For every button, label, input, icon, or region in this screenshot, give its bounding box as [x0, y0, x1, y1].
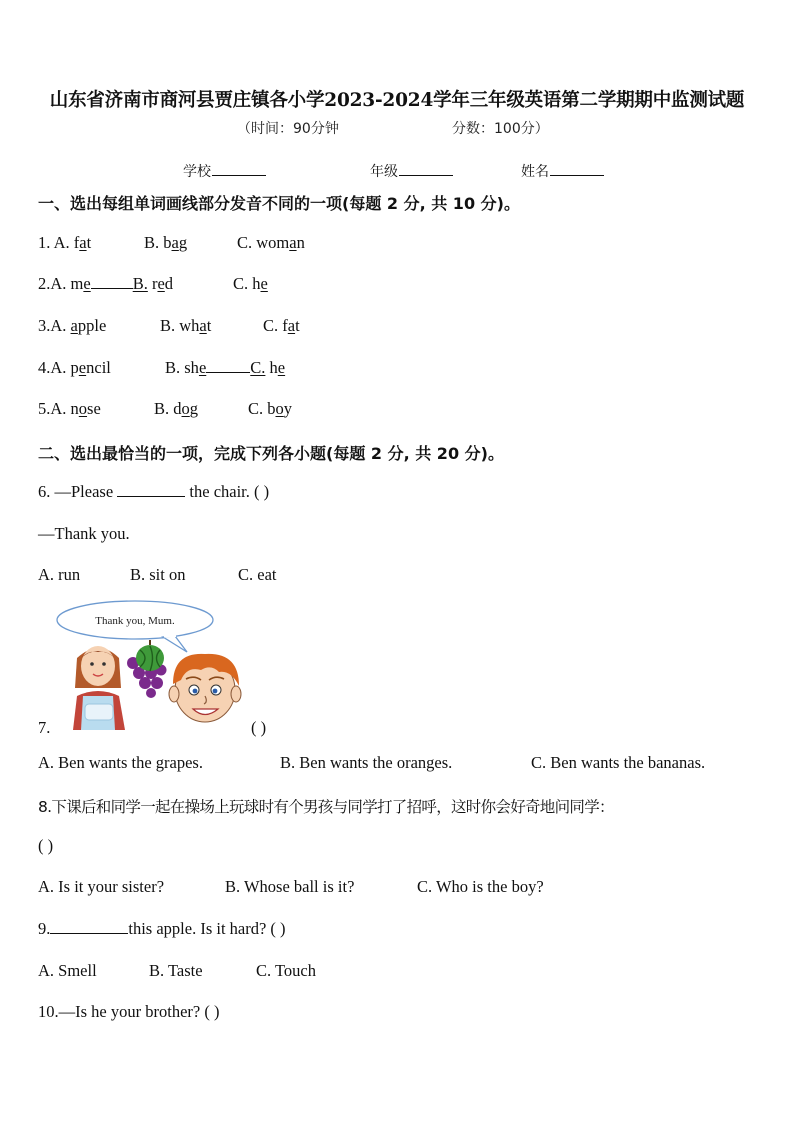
name-blank[interactable] [550, 161, 604, 176]
q6-option-c[interactable]: C. eat [238, 565, 277, 584]
grade-field [370, 161, 453, 181]
exam-time: （时间：90分钟 [237, 121, 339, 137]
q8-text: 8.下课后和同学一起在操场上玩球时有个男孩与同学打了招呼，这时你会好奇地问同学： [38, 798, 614, 816]
q2: 2.A. me B. red [38, 274, 174, 293]
q3: 3.A. apple [38, 316, 107, 335]
boy-figure [169, 654, 241, 722]
grade-blank[interactable] [399, 161, 453, 176]
q9: 9. this apple. Is it hard? ( ) [38, 919, 286, 938]
q8-option-c[interactable]: C. Who is the boy? [417, 877, 544, 896]
q8-option-a[interactable]: A. Is it your sister? [38, 877, 165, 896]
q8-option-b[interactable]: B. Whose ball is it? [225, 877, 355, 896]
q7-illustration [55, 600, 255, 730]
q8-answer-paren[interactable]: ( ) [38, 836, 54, 855]
q7-option-a[interactable]: A. Ben wants the grapes. [38, 753, 203, 772]
school-field [183, 161, 266, 181]
name-field [521, 161, 604, 181]
q5-option-b: B. dog [154, 399, 199, 418]
school-blank[interactable] [212, 161, 266, 176]
q4-option-bc: B. she C. he [165, 358, 286, 377]
q1-option-c: C. woman [237, 233, 305, 252]
section1-heading: 一、选出每组单词画线部分发音不同的一项(每题 2 分, 共 10 分)。 [38, 194, 520, 213]
exam-score: 分数：100分） [452, 121, 549, 137]
q6-blank[interactable] [117, 482, 185, 497]
q1: 1. A. fat [38, 233, 92, 252]
q9-option-c[interactable]: C. Touch [256, 961, 316, 980]
q2-option-c: C. he [233, 274, 268, 293]
q3-option-c: C. fat [263, 316, 300, 335]
q6: 6. —Please the chair. ( ) [38, 482, 270, 501]
q1-option-b: B. bag [144, 233, 188, 252]
name-label: 姓名 [521, 164, 549, 180]
grade-label: 年级 [370, 164, 398, 180]
q6-option-b[interactable]: B. sit on [130, 565, 186, 584]
q9-option-a[interactable]: A. Smell [38, 961, 97, 980]
q7-option-c[interactable]: C. Ben wants the bananas. [531, 753, 706, 772]
q5: 5.A. nose [38, 399, 101, 418]
page-title: 山东省济南市商河县贾庄镇各小学2023-2024学年三年级英语第二学期期中监测试题 [49, 90, 745, 111]
q3-option-b: B. what [160, 316, 212, 335]
q5-option-c: C. boy [248, 399, 293, 418]
q6-reply: —Thank you. [38, 524, 130, 543]
q7-number: 7. [38, 718, 51, 737]
q4: 4.A. pencil [38, 358, 111, 377]
q7-option-b[interactable]: B. Ben wants the oranges. [280, 753, 453, 772]
section2-heading: 二、选出最恰当的一项，完成下列各小题(每题 2 分, 共 20 分)。 [38, 444, 504, 463]
q9-blank[interactable] [50, 919, 128, 934]
girl-figure [73, 646, 125, 730]
watermelon-icon [136, 640, 164, 671]
school-label: 学校 [183, 164, 211, 180]
q6-option-a[interactable]: A. run [38, 565, 81, 584]
q9-option-b[interactable]: B. Taste [149, 961, 203, 980]
q10: 10.—Is he your brother? ( ) [38, 1002, 220, 1021]
speech-bubble-text: Thank you, Mum. [95, 615, 175, 627]
q7-answer-paren[interactable]: ( ) [251, 718, 267, 737]
